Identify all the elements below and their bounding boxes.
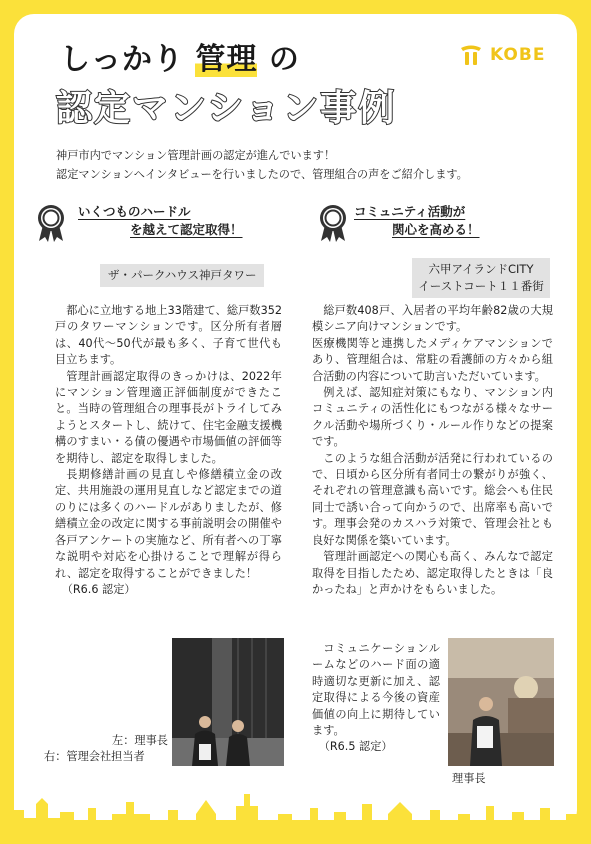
caption-line: 左：理事長 (112, 734, 168, 747)
intro-line: 認定マンションへインタビューを行いましたので、管理組合の声をご紹介します。 (56, 168, 468, 181)
left-building-label: ザ・パークハウス神戸タワー (100, 264, 264, 287)
intro-text (56, 146, 468, 184)
page-title (60, 34, 300, 78)
kobe-skyline-icon (0, 774, 591, 844)
title-post: の (268, 42, 300, 77)
right-building-label (412, 258, 550, 298)
left-paragraph: 管理計画認定取得のきっかけは、2022年にマンション管理適正評価制度ができたこと。当時の管理組合の理事長がトライしてみようとスタートし、続けて、住宅金融支援機構のすまい・る債の優遇や市場価値の評価等を期待し、認定を取得しました。 (55, 369, 282, 465)
title-pre: しっかり (60, 42, 184, 77)
page-subtitle: 認定マンション事例 (56, 88, 397, 129)
right-paragraph: コミュニケーションルームなどのハード面の適時適切な更新に加え、認定取得による今後の資産価値の向上に期待しています。 (312, 642, 440, 738)
title-highlight: 管理 (195, 42, 258, 77)
right-heading-line2: 関心を高める！ (392, 222, 480, 237)
right-body (312, 303, 553, 598)
left-photo-caption-2 (44, 749, 145, 765)
left-heading-text (78, 203, 243, 239)
kobe-mark-icon (458, 44, 484, 66)
right-paragraph: 例えば、認知症対策にもなり、マンション内コミュニティの活性化にもつながる様々なサークル活動や場所づくり・ルール作りなどの提案です。 (312, 386, 553, 449)
right-heading (316, 203, 480, 243)
right-note: （R6.5 認定） (318, 740, 393, 754)
right-paragraph: 医療機関等と連携したメディケアマンションであり、管理組合は、常駐の看護師の方々から組合活動の内容について助言いただいています。 (312, 336, 553, 383)
right-body-bottom (312, 641, 440, 756)
caption-line: 右：管理会社担当者 (44, 750, 145, 763)
right-paragraph: 総戸数408戸、入居者の平均年齢82歳の大規模シニア向けマンションです。 (312, 304, 553, 334)
intro-line: 神戸市内でマンション管理計画の認定が進んでいます！ (56, 149, 336, 162)
brand-text: KOBE (490, 45, 546, 65)
medal-icon (316, 203, 350, 243)
lobby-photo-image (448, 638, 554, 766)
left-note: （R6.6 認定） (61, 582, 136, 596)
right-heading-text (354, 203, 480, 239)
right-photo-caption: 理事長 (452, 772, 486, 785)
right-paragraph: このような組合活動が活発に行われているので、日頃から区分所有者同士の繋がりが強く、それぞれの管理意識も高いです。総会へも住民同士で誘い合って向かうので、出席率も高いです。理事会発のカスハラ対策で、管理会社とも良好な関係を築いています。 (312, 451, 553, 547)
right-photo (448, 638, 554, 766)
left-heading-line2: を越えて認定取得！ (130, 222, 243, 237)
left-heading (34, 203, 243, 243)
medal-icon (34, 203, 68, 243)
kobe-logo (458, 44, 545, 66)
left-paragraph: 長期修繕計画の見直しや修繕積立金の改定、共用施設の運用見直しなど認定までの道のりには多くのハードルがありましたが、修繕積立金の改定に関する事前説明会の開催や各戸アンケートの実施など、所有者への丁寧な説明や対応を心掛けることで理解が得られ、認定を取得することができました！ (55, 468, 282, 580)
right-paragraph: 管理計画認定への関心も高く、みんなで認定取得を目指したため、認定取得したときは「良かったね」と声かけをもらいました。 (312, 550, 553, 596)
building-photo-image (172, 638, 284, 766)
building-line: イーストコート１１番街 (418, 279, 544, 293)
building-line: 六甲アイランドCITY (428, 262, 534, 276)
left-heading-line1: いくつものハードル (78, 204, 191, 219)
right-heading-line1: コミュニティ活動が (354, 204, 466, 219)
left-paragraph: 都心に立地する地上33階建て、総戸数352戸のタワーマンションです。区分所有者層は、40代〜50代が最も多く、子育て世代も目立ちます。 (55, 304, 282, 367)
left-photo-caption (78, 733, 168, 749)
left-photo (172, 638, 284, 766)
left-body (55, 303, 282, 598)
